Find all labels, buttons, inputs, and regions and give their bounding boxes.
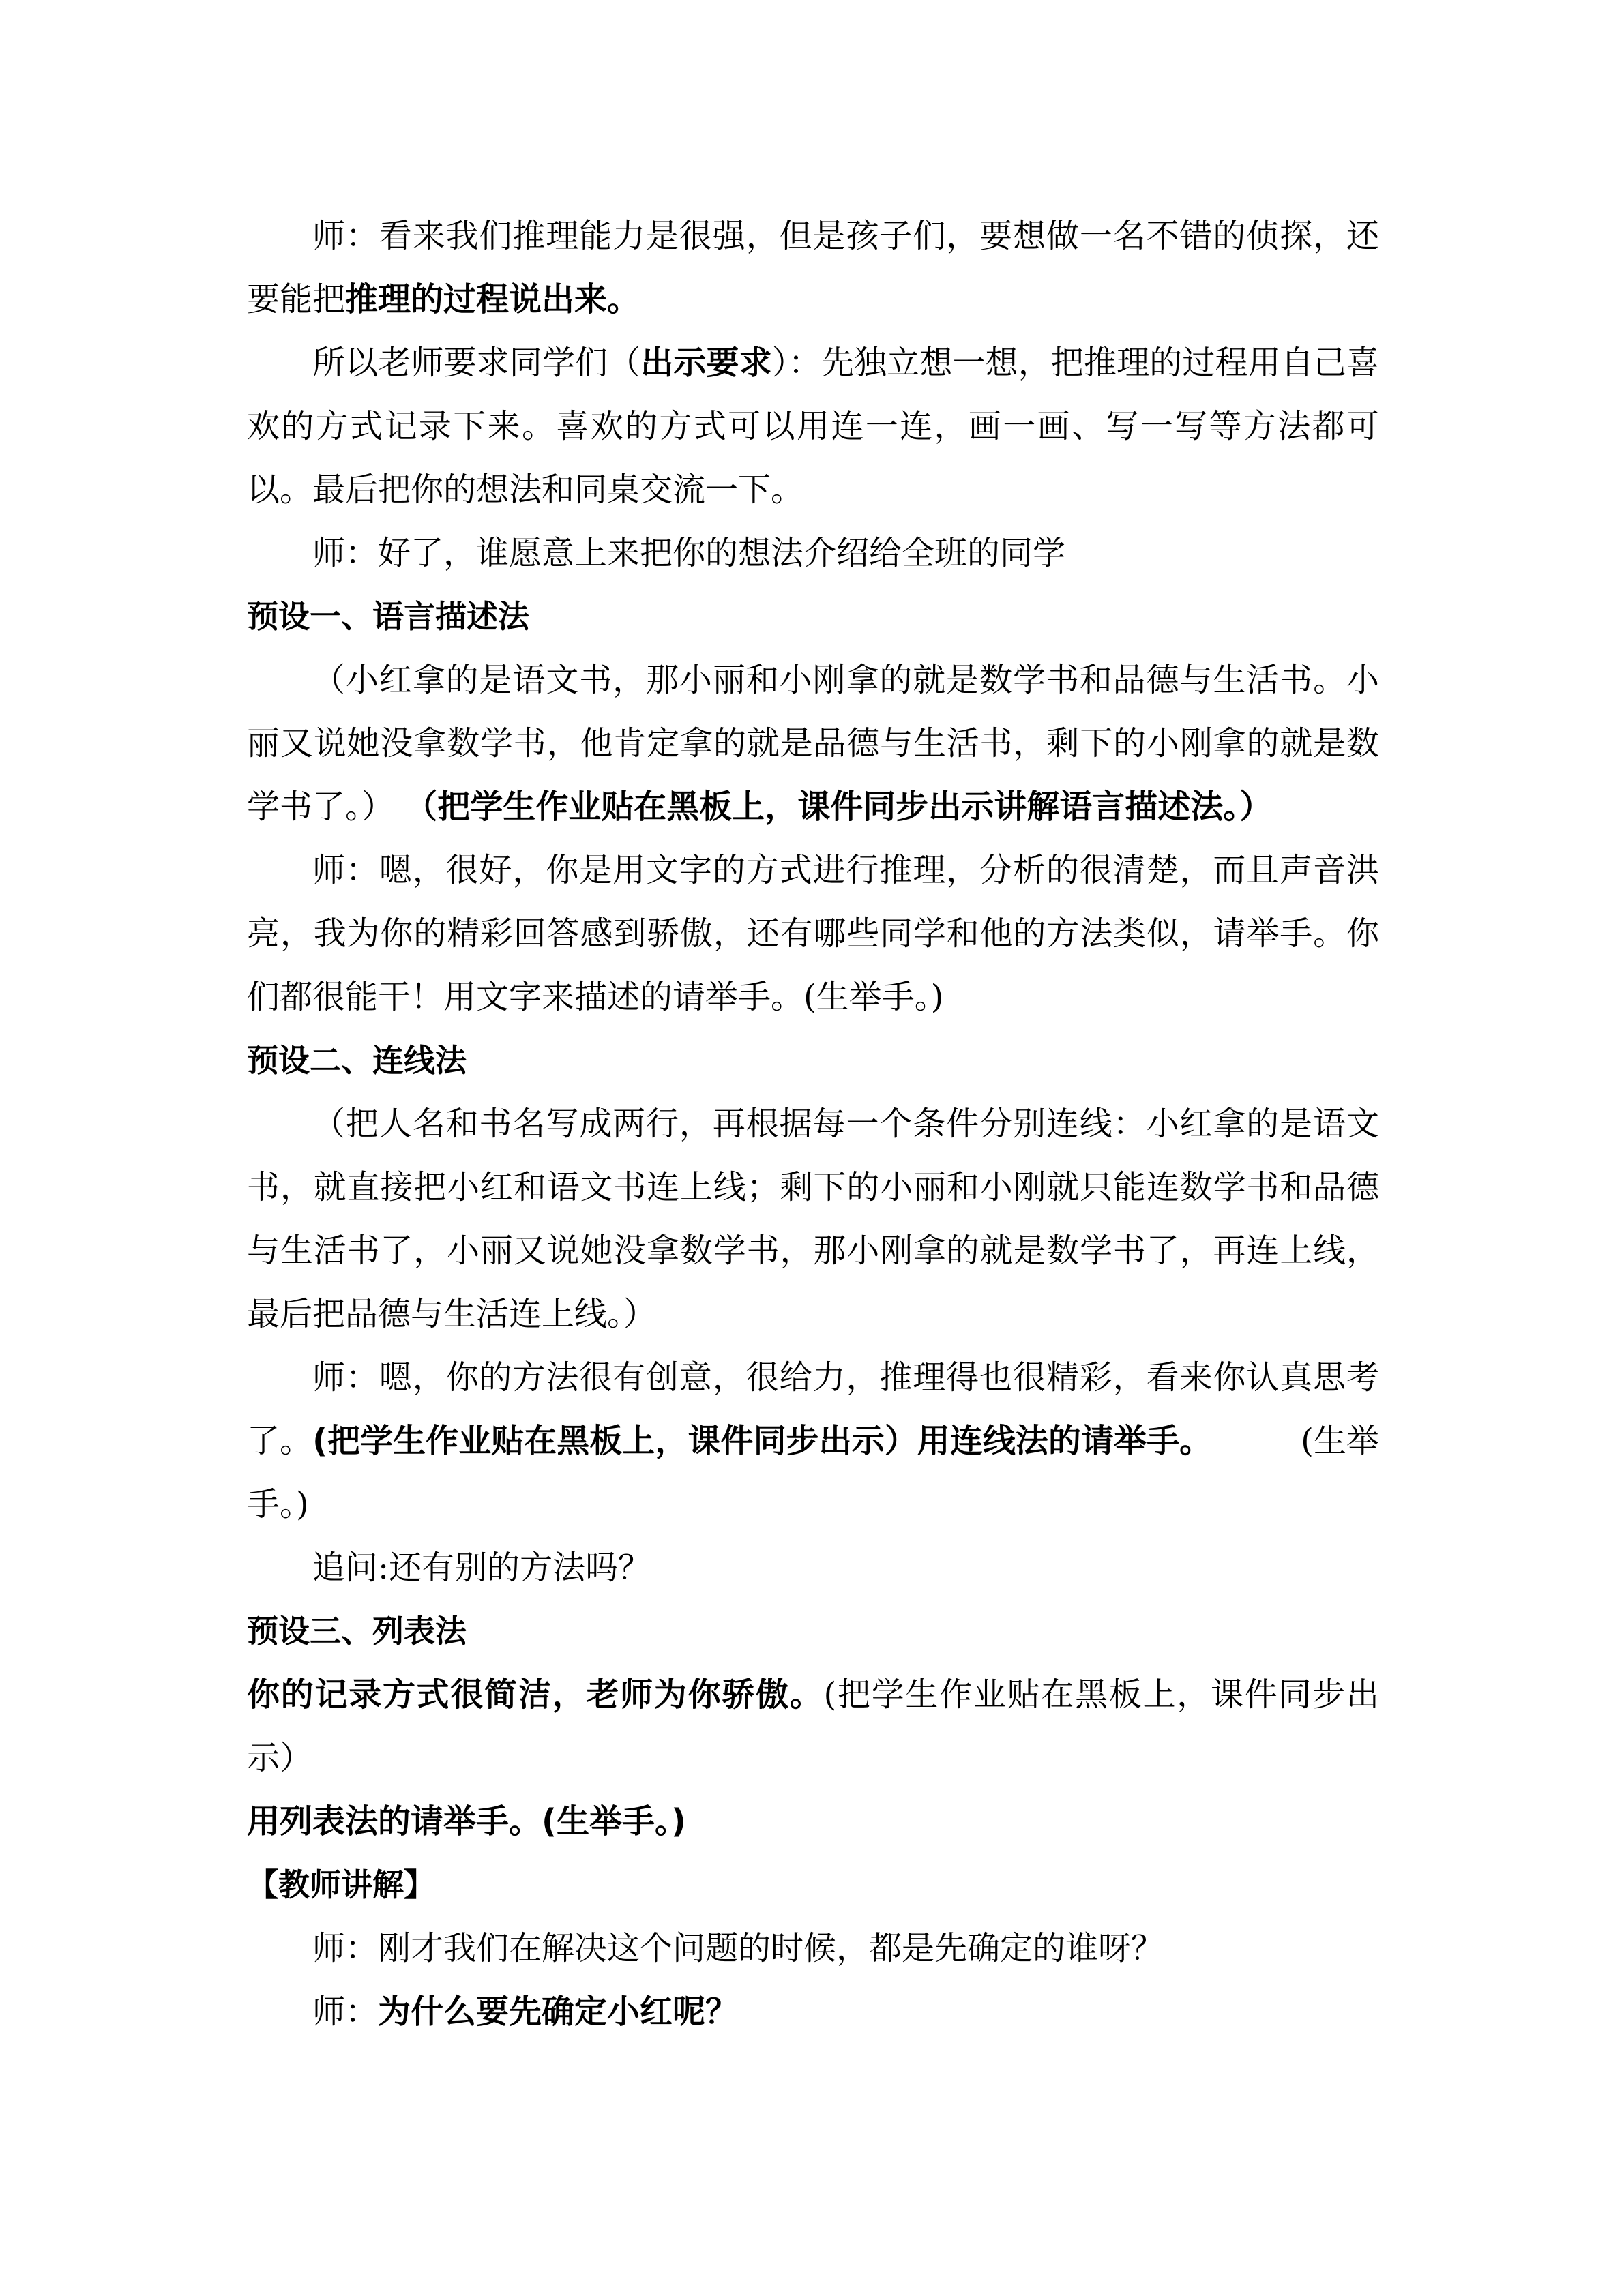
bold-text-span: 推理的过程说出来。 xyxy=(345,280,640,318)
text-span: ）：先独立想一想，把推理的过程用自己喜欢的方式记录下来。喜欢的方式可以用连一连，画一画、写一写等方法都可以。最后把你的想法和同桌交流一下。 xyxy=(247,344,1379,509)
heading-teacher-explanation: 【教师讲解】 xyxy=(247,1866,435,1903)
text-span: （小红拿的是语文书，那小丽和小刚拿的就是数学书和品德与生活书。小丽又说她没拿数学书，他肯定拿的就是品德与生活书，剩下的小刚拿的就是数学书了。） xyxy=(247,661,1379,826)
bold-text-span: （把学生作业贴在黑板上，课件同步出示讲解语言描述法。） xyxy=(404,788,1273,826)
paragraph-line-method: （把人名和书名写成两行，再根据每一个条件分别连线：小红拿的是语文书，就直接把小红和语文书连上线；剩下的小丽和小刚就只能连数学书和品德与生活书了，小丽又说她没拿数学书，那小刚拿的就是数学书了，再连上线，最后把品德与生活连上线。） xyxy=(247,1105,1379,1333)
bold-text-span: 你的记录方式很简洁，老师为你骄傲。 xyxy=(247,1675,824,1714)
document-body xyxy=(247,205,1379,2044)
heading-preset-one: 预设一、语言描述法 xyxy=(247,598,529,635)
heading-preset-two: 预设二、连线法 xyxy=(247,1042,467,1079)
paragraph-language-method xyxy=(247,648,1379,839)
text-span: 师：看来我们推理能力是很强，但是孩子们，要想做一名不错的侦探，还要能把 xyxy=(247,217,1379,318)
text-span: 师： xyxy=(312,1993,379,2031)
text-span: (生举手。) xyxy=(247,1422,1379,1523)
text-span: 师：嗯，你的方法很有创意，很给力，推理得也很精彩，看来你认真思考了。 xyxy=(247,1358,1379,1460)
paragraph-question-who: 师：刚才我们在解决这个问题的时候，都是先确定的谁呀？ xyxy=(312,1929,1164,1967)
bold-text-span: (把学生作业贴在黑板上，课件同步出示）用连线法的请举手。 xyxy=(312,1422,1213,1460)
paragraph-volunteer: 师：好了，谁愿意上来把你的想法介绍给全班的同学 xyxy=(312,534,1066,572)
bold-text-span: 为什么要先确定小红呢？ xyxy=(378,1993,739,2031)
text-span: (把学生作业贴在黑板上，课件同步出示） xyxy=(247,1675,1379,1777)
bold-text-span: 出示要求 xyxy=(640,344,772,382)
paragraph-table-method xyxy=(247,1663,1379,1790)
paragraph-teacher-reasoning xyxy=(247,205,1379,331)
paragraph-table-hands: 用列表法的请举手。(生举手。) xyxy=(247,1802,686,1840)
paragraph-requirement xyxy=(247,331,1379,522)
text-span: 所以老师要求同学们（ xyxy=(312,344,641,382)
paragraph-praise-line xyxy=(247,1346,1379,1536)
heading-preset-three: 预设三、列表法 xyxy=(247,1613,467,1650)
paragraph-praise-language: 师：嗯，很好，你是用文字的方式进行推理，分析的很清楚，而且声音洪亮，我为你的精彩回答感到骄傲，还有哪些同学和他的方法类似，请举手。你们都很能干！用文字来描述的请举手。(生举手。) xyxy=(247,851,1379,1016)
paragraph-follow-up: 追问:还有别的方法吗？ xyxy=(312,1549,651,1587)
paragraph-question-why xyxy=(247,1980,1379,2044)
